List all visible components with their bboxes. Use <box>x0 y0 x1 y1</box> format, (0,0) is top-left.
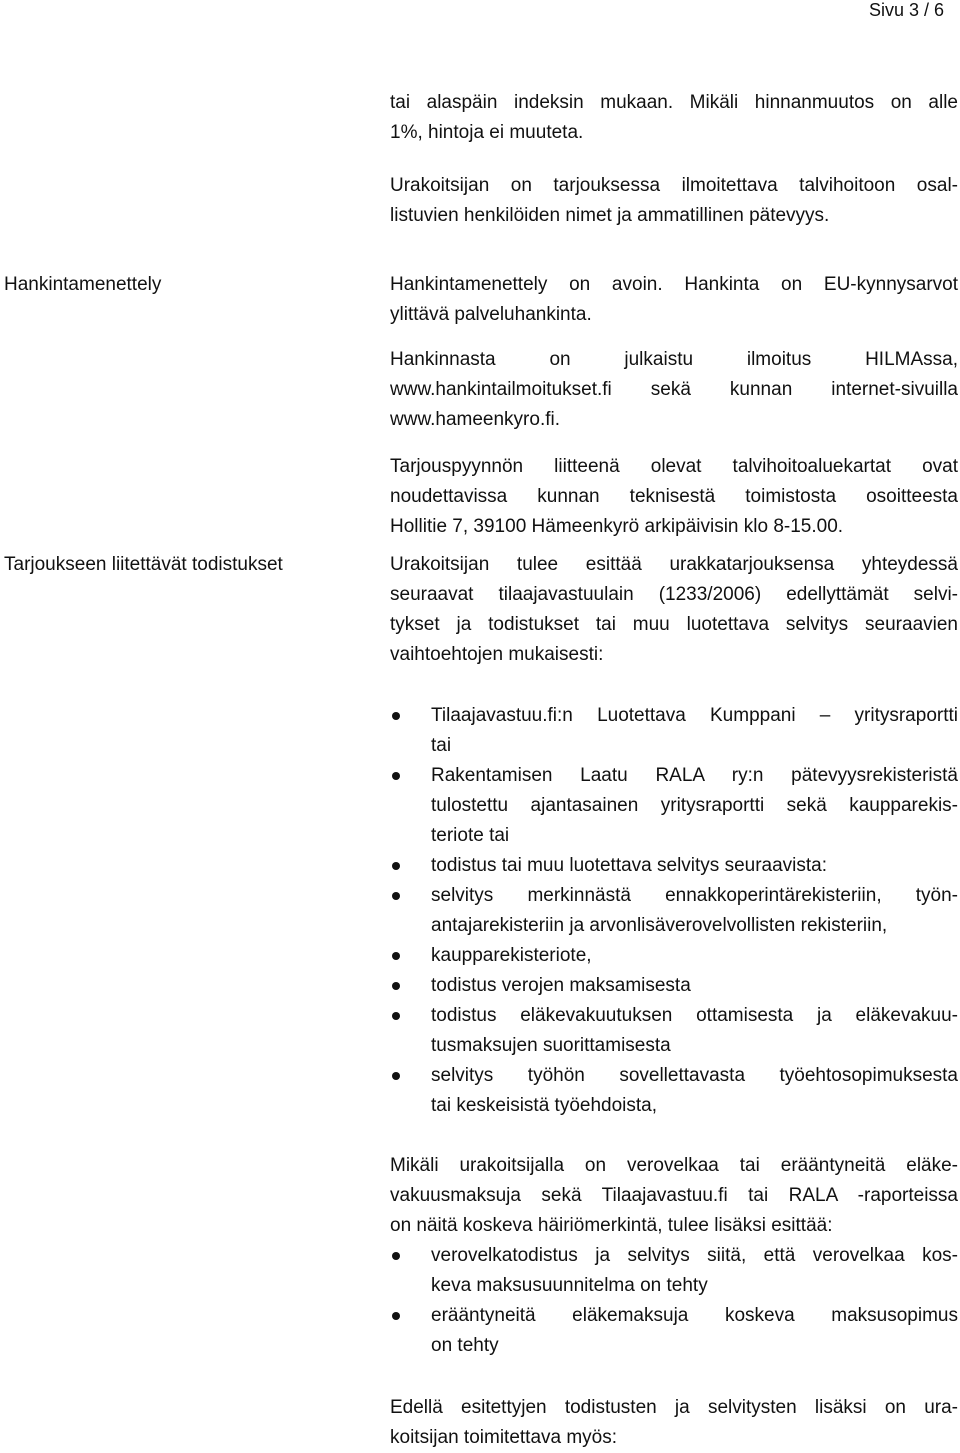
text-line: listuvien henkilöiden nimet ja ammatillinen pätevyys. <box>390 205 830 226</box>
text-line: todistus eläkevakuutuksen ottamisesta ja eläkevakuu- <box>431 1005 958 1026</box>
text-line: vaihtoehtojen mukaisesti: <box>390 644 604 665</box>
bullet-icon <box>392 952 400 960</box>
text-line: antajarekisteriin ja arvonlisäverovelvollisten rekisteriin, <box>431 915 888 936</box>
text-line: seuraavat tilaajavastuulain (1233/2006) edellyttämät selvi- <box>390 584 958 605</box>
text-line: selvitys työhön sovellettavasta työehtosopimuksesta <box>431 1065 958 1086</box>
text-line: on näitä koskeva häiriömerkintä, tulee lisäksi esittää: <box>390 1215 833 1236</box>
text-line: tai keskeisistä työehdoista, <box>431 1095 658 1116</box>
procurement-section <box>390 270 958 542</box>
text-line: erääntyneitä eläkemaksuja koskeva maksusopimus <box>431 1305 958 1326</box>
list-item <box>390 1061 958 1121</box>
intro-section <box>390 88 958 231</box>
certificates-section <box>390 550 958 1453</box>
bullet-icon <box>392 1012 400 1020</box>
text-line: Hankintamenettely on avoin. Hankinta on EU-kynnysarvot <box>390 274 958 295</box>
bullet-icon <box>392 862 400 870</box>
indexation-paragraph <box>390 88 958 148</box>
bullet-icon <box>392 1072 400 1080</box>
bullet-icon <box>392 1312 400 1320</box>
text-line: tai <box>431 735 452 756</box>
text-line: keva maksusuunnitelma on tehty <box>431 1275 708 1296</box>
list-item <box>390 1301 958 1361</box>
text-line: todistus tai muu luotettava selvitys seuraavista: <box>431 855 828 876</box>
certificates-list <box>390 701 958 1121</box>
text-line: Mikäli urakoitsijalla on verovelkaa tai erääntyneitä eläke- <box>390 1155 958 1176</box>
text-line: kaupparekisteriote, <box>431 945 592 966</box>
tax-debt-paragraph <box>390 1151 958 1241</box>
text-line: Hollitie 7, 39100 Hämeenkyrö arkipäivisin klo 8-15.00. <box>390 516 844 537</box>
text-line: vakuusmaksuja sekä Tilaajavastuu.fi tai RALA -raporteissa <box>390 1185 958 1206</box>
list-item <box>390 851 958 881</box>
maps-paragraph <box>390 452 958 542</box>
procurement-label: Hankintamenettely <box>4 274 162 295</box>
personnel-paragraph <box>390 171 958 231</box>
list-item <box>390 701 958 761</box>
bullet-icon <box>392 1252 400 1260</box>
additional-documents-list <box>390 1241 958 1361</box>
text-line: Rakentamisen Laatu RALA ry:n pätevyysrekisteristä <box>431 765 958 786</box>
certificates-intro-paragraph <box>390 550 958 670</box>
text-line: koitsijan toimitettava myös: <box>390 1427 618 1448</box>
text-line: Urakoitsijan tulee esittää urakkatarjouksensa yhteydessä <box>390 554 958 575</box>
procurement-paragraph <box>390 270 958 330</box>
list-item <box>390 941 958 971</box>
text-line: Urakoitsijan on tarjouksessa ilmoitettava talvihoitoon osal- <box>390 175 958 196</box>
list-item <box>390 971 958 1001</box>
text-line: 1%, hintoja ei muuteta. <box>390 122 584 143</box>
notice-paragraph <box>390 345 958 435</box>
text-line: Tilaajavastuu.fi:n Luotettava Kumppani – yritysraportti <box>431 705 958 726</box>
list-item <box>390 1001 958 1061</box>
certificates-label: Tarjoukseen liitettävät todistukset <box>4 554 283 575</box>
text-line: tulostettu ajantasainen yritysraportti sekä kaupparekis- <box>431 795 958 816</box>
text-line: todistus verojen maksamisesta <box>431 975 691 996</box>
text-line: teriote tai <box>431 825 510 846</box>
text-line: selvitys merkinnästä ennakkoperintärekisteriin, työn- <box>431 885 958 906</box>
list-item <box>390 761 958 851</box>
also-deliver-paragraph <box>390 1393 958 1453</box>
list-item <box>390 881 958 941</box>
page-indicator: Sivu 3 / 6 <box>868 0 944 20</box>
text-line: tai alaspäin indeksin mukaan. Mikäli hinnanmuutos on alle <box>390 92 958 113</box>
bullet-icon <box>392 712 400 720</box>
text-line: Tarjouspyynnön liitteenä olevat talvihoitoaluekartat ovat <box>390 456 958 477</box>
text-line: tusmaksujen suorittamisesta <box>431 1035 671 1056</box>
bullet-icon <box>392 892 400 900</box>
bullet-icon <box>392 982 400 990</box>
text-line: noudettavissa kunnan teknisestä toimistosta osoitteesta <box>390 486 958 507</box>
list-item <box>390 1241 958 1301</box>
text-line: Edellä esitettyjen todistusten ja selvitysten lisäksi on ura- <box>390 1397 958 1418</box>
text-line: Hankinnasta on julkaistu ilmoitus HILMAssa, <box>390 349 958 370</box>
bullet-icon <box>392 772 400 780</box>
text-line: tykset ja todistukset tai muu luotettava selvitys seuraavien <box>390 614 958 635</box>
text-line: www.hankintailmoitukset.fi sekä kunnan internet-sivuilla <box>390 379 958 400</box>
text-line: ylittävä palveluhankinta. <box>390 304 592 325</box>
text-line: www.hameenkyro.fi. <box>390 409 561 430</box>
text-line: on tehty <box>431 1335 499 1356</box>
text-line: verovelkatodistus ja selvitys siitä, että verovelkaa kos- <box>431 1245 958 1266</box>
